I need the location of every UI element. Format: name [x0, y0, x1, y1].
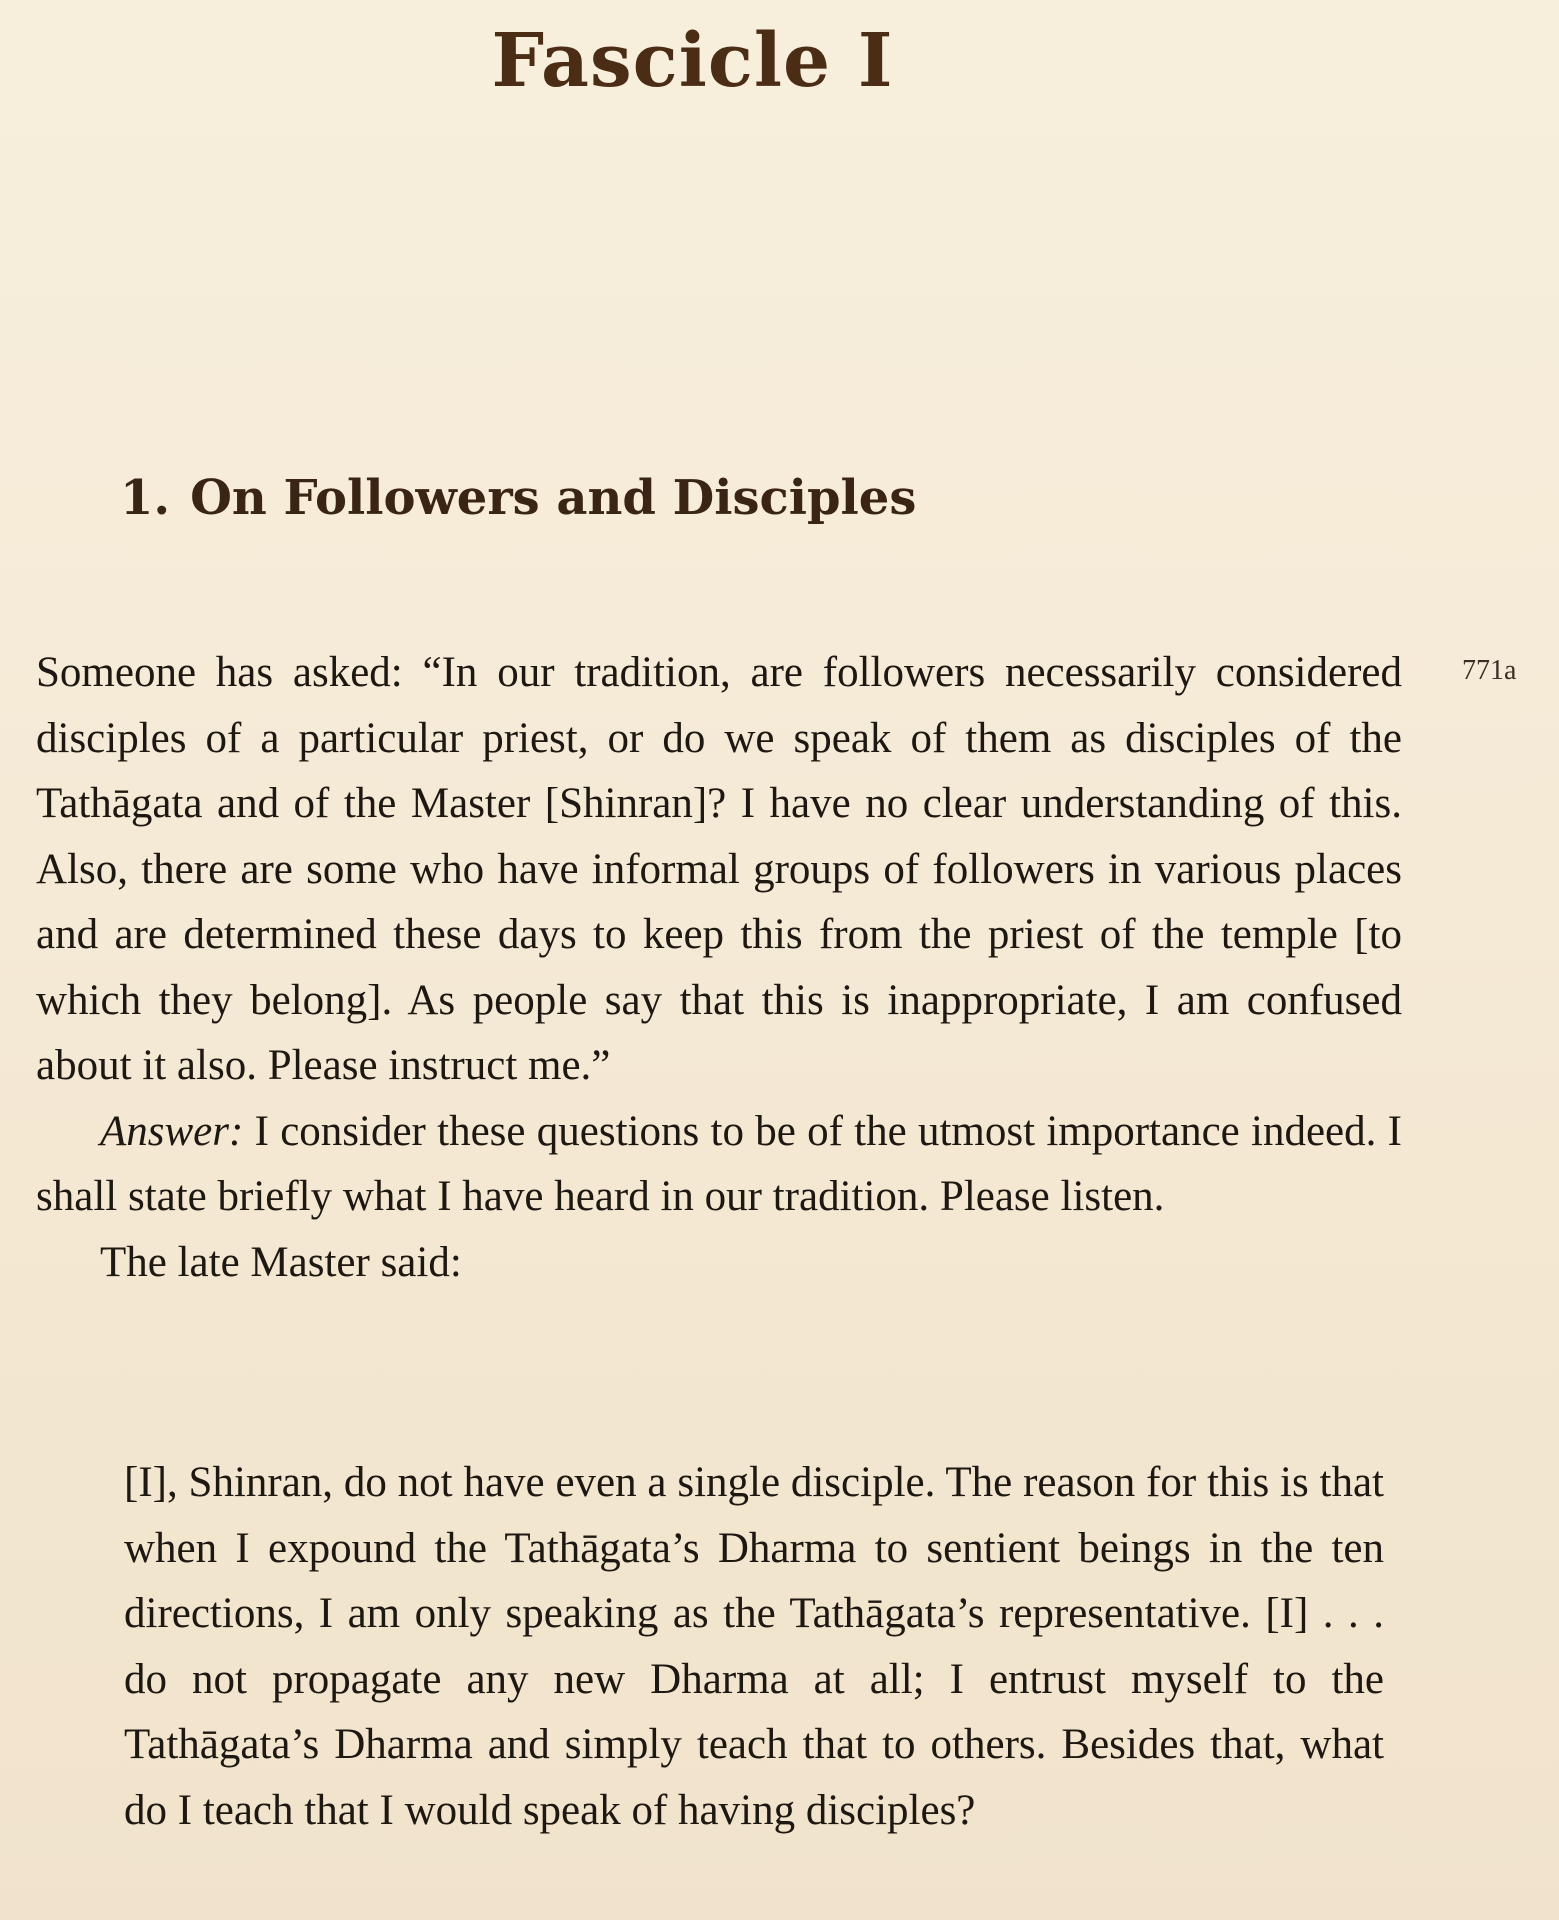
fascicle-title: Fascicle I — [491, 18, 894, 104]
question-paragraph: Someone has asked: “In our tradition, are followers necessarily considered disciples of a particular priest, or do we speak of them as disciples of the Tathāgata and of the Master [Shinran]? I have no clear understanding of this. Also, there are some who have informal groups of followers in various places and are determined these days to keep this from the priest of the temple [to which they belong]. As people say that this is inappropriate, I am confused about it also. Please instruct me.” — [36, 649, 1402, 1089]
section-title: On Followers and Disciples — [190, 470, 917, 526]
section-number: 1. — [120, 470, 171, 526]
answer-text: I consider these questions to be of the utmost importance indeed. I shall state briefly what I have heard in our tradition. Please listen. — [36, 1107, 1402, 1220]
answer-paragraph — [36, 1099, 1402, 1230]
block-quote: [I], Shinran, do not have even a single disciple. The reason for this is that when I expound the Tathāgata’s Dharma to sentient beings in the ten directions, I am only speaking as the Tathāgata’s representative. [I] . . . do not propagate any new Dharma at all; I entrust myself to the Tathāgata’s Dharma and simply teach that to others. Besides that, what do I teach that I would speak of having disciples? — [124, 1459, 1384, 1834]
margin-page-reference: 771a — [1462, 655, 1517, 686]
late-master-line: The late Master said: — [100, 1238, 462, 1286]
body-text — [36, 640, 1402, 1295]
section-heading — [120, 470, 916, 526]
answer-label: Answer: — [100, 1107, 244, 1155]
